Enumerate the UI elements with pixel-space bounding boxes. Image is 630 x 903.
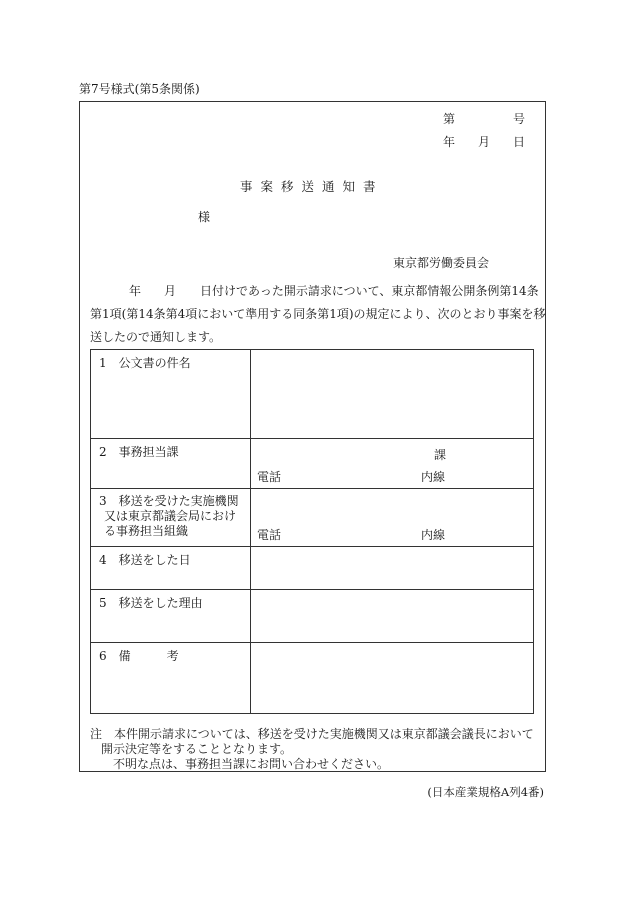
addressee-suffix: 様 [198,210,211,224]
body-month: 月 [164,284,177,298]
receiving-phone-label: 電話 [257,528,282,542]
table-row-transfer-date [91,547,534,590]
form-number: 第7号様式(第5条関係) [79,82,200,96]
value-transfer-date[interactable] [251,547,534,590]
label-transfer-reason: 5 移送をした理由 [91,590,251,643]
sender-name: 東京都労働委員会 [393,256,490,270]
body-line-3: 送したので通知します。 [90,330,222,344]
value-remarks[interactable] [251,643,534,714]
value-section[interactable] [251,439,534,489]
form-frame [79,101,546,772]
date-year: 年 [443,135,456,149]
value-transfer-reason[interactable] [251,590,534,643]
label-document-name: 1 公文書の件名 [91,350,251,439]
date-day: 日 [513,135,526,149]
table-row-transfer-reason [91,590,534,643]
label-receiving-org: 3 移送を受けた実施機関 又は東京都議会局におけ る事務担当組織 [91,489,251,547]
table-row-receiving-org [91,489,534,547]
details-table [90,349,534,714]
value-document-name[interactable] [251,350,534,439]
label-section: 2 事務担当課 [91,439,251,489]
note-line-2: 開示決定等をすることとなります。 [101,742,293,756]
body-year: 年 [129,284,142,298]
table-row-document-name [91,350,534,439]
table-row-remarks [91,643,534,714]
body-line-1: 日付けであった開示請求について、東京都情報公開条例第14条 [200,284,539,298]
document-number-suffix: 号 [513,112,526,126]
note-line-1: 注 本件開示請求については、移送を受けた実施機関又は東京都議会議長において [90,727,534,741]
document-number-prefix: 第 [443,112,456,126]
body-line-2: 第1項(第14条第4項において準用する同条第1項)の規定により、次のとおり事案を移 [90,307,546,321]
section-suffix: 課 [434,448,447,462]
table-row-section [91,439,534,489]
section-extension-label: 内線 [421,470,446,484]
date-month: 月 [478,135,491,149]
value-receiving-org[interactable] [251,489,534,547]
note-line-3: 不明な点は、事務担当課にお問い合わせください。 [113,757,390,771]
document-title: 事案移送通知書 [240,179,384,194]
section-phone-label: 電話 [257,470,282,484]
paper-spec: (日本産業規格A列4番) [427,785,544,799]
label-transfer-date: 4 移送をした日 [91,547,251,590]
label-remarks: 6 備 考 [91,643,251,714]
receiving-extension-label: 内線 [421,528,446,542]
